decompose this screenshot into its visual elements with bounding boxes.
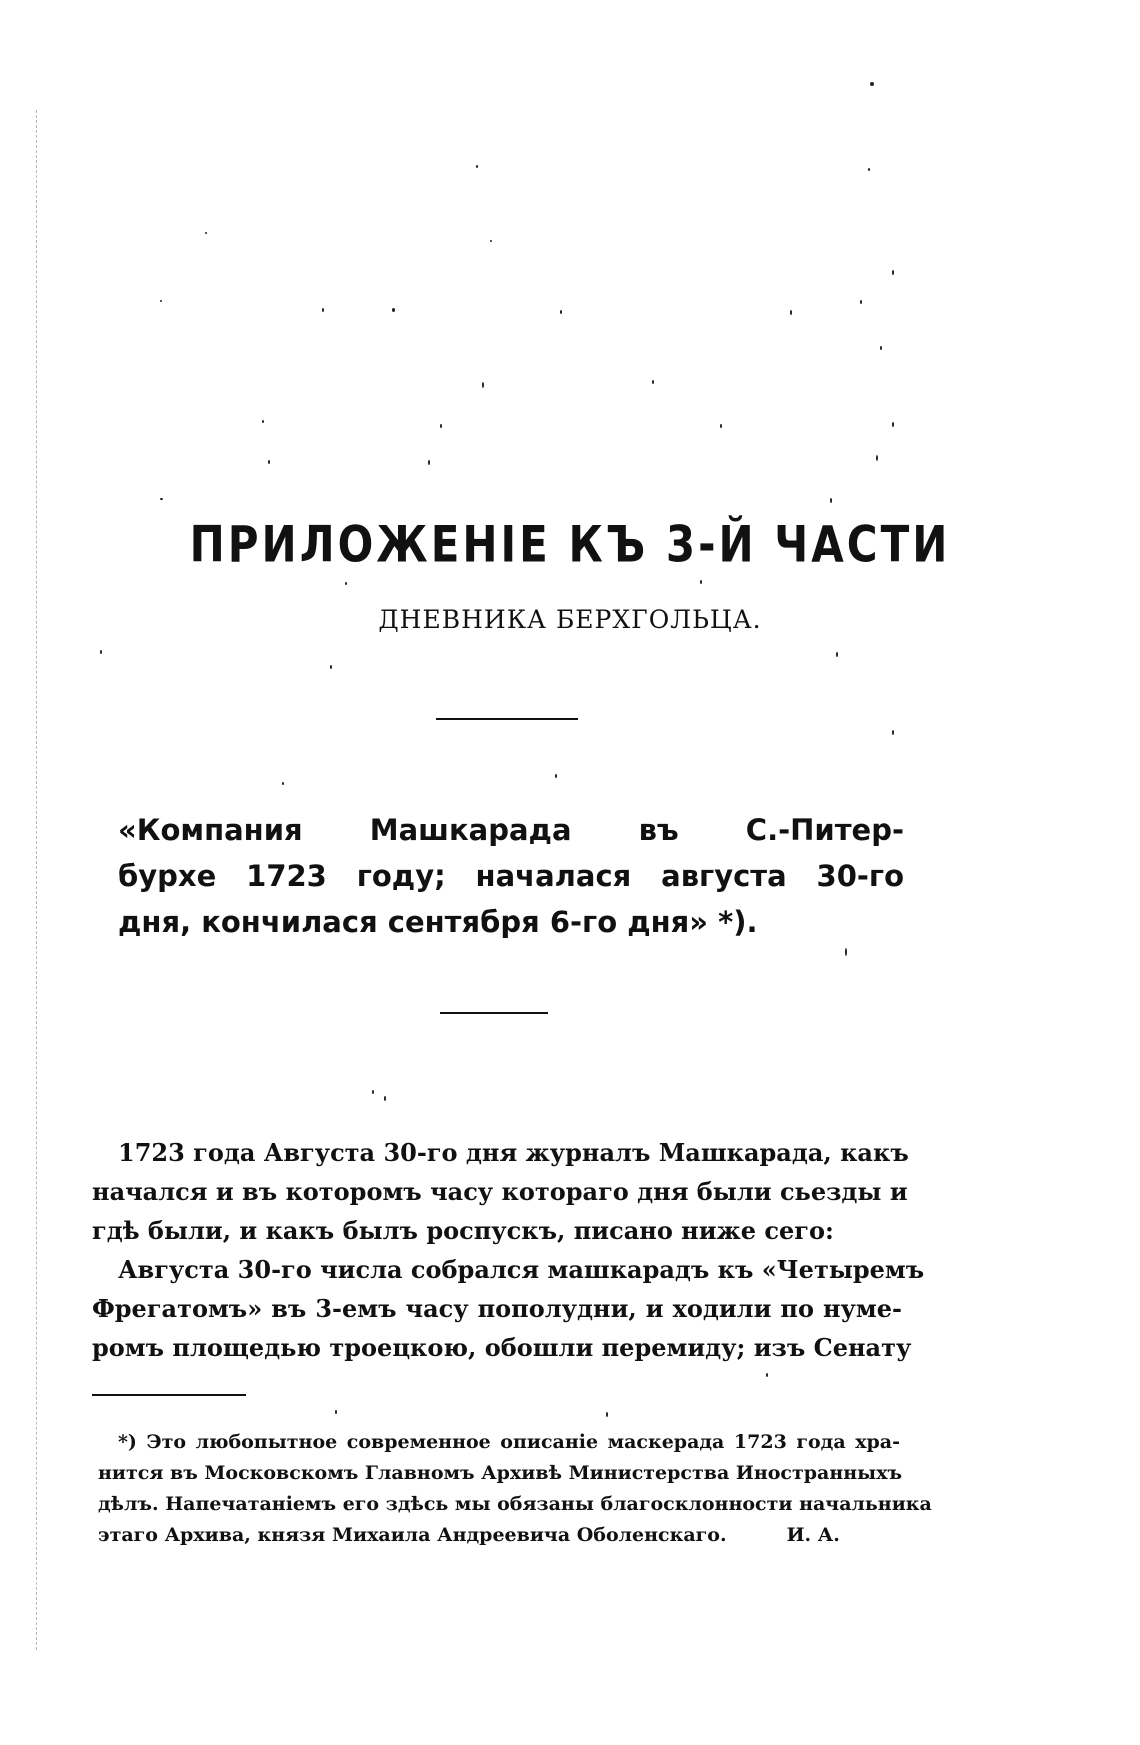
heading-line: бурхе 1723 году; началася августа 30-го — [118, 859, 904, 893]
text-line: гдѣ были, и какъ былъ роспускъ, писано ниже сего: — [92, 1216, 834, 1245]
text-line: Фрегатомъ» въ 3-емъ часу пополудни, и ходили по нуме- — [92, 1294, 902, 1323]
appendix-title: ПРИЛОЖЕНІЕ КЪ 3-Й ЧАСТИ — [189, 515, 951, 574]
page-edge-line — [36, 110, 38, 1650]
text-line: 1723 года Августа 30-го дня журналъ Машкарада, какъ — [118, 1138, 909, 1167]
appendix-subtitle: ДНЕВНИКА БЕРХГОЛЬЦА. — [378, 605, 762, 634]
footnote-line: дѣлъ. Напечатаніемъ его здѣсь мы обязаны благосклонности начальника — [98, 1493, 932, 1515]
footnote-last-line — [98, 1520, 900, 1551]
heading-line: «Компания Машкарада въ С.-Питер- — [118, 813, 904, 847]
footnote-signature: И. А. — [786, 1524, 840, 1546]
footnote-divider — [92, 1394, 246, 1396]
heading-divider — [440, 1012, 548, 1014]
title-divider — [436, 718, 578, 720]
footnote-line: *) Это любопытное современное описаніе маскерада 1723 года хра- — [118, 1431, 900, 1453]
heading-line: дня, кончилася сентября 6-го дня» *). — [118, 905, 758, 939]
text-line: Августа 30-го числа собрался машкарадъ къ «Четыремъ — [118, 1255, 925, 1284]
journal-text — [92, 1133, 925, 1367]
footnote — [98, 1427, 932, 1551]
text-line: ромъ площедью троецкою, обошли перемиду; изъ Сенату — [92, 1333, 912, 1362]
document-heading — [118, 807, 904, 945]
text-line: начался и въ которомъ часу котораго дня были сьезды и — [92, 1177, 908, 1206]
footnote-line: этаго Архива, князя Михаила Андреевича Оболенскаго. — [98, 1524, 727, 1546]
footnote-line: нится въ Московскомъ Главномъ Архивѣ Министерства Иностранныхъ — [98, 1462, 903, 1484]
